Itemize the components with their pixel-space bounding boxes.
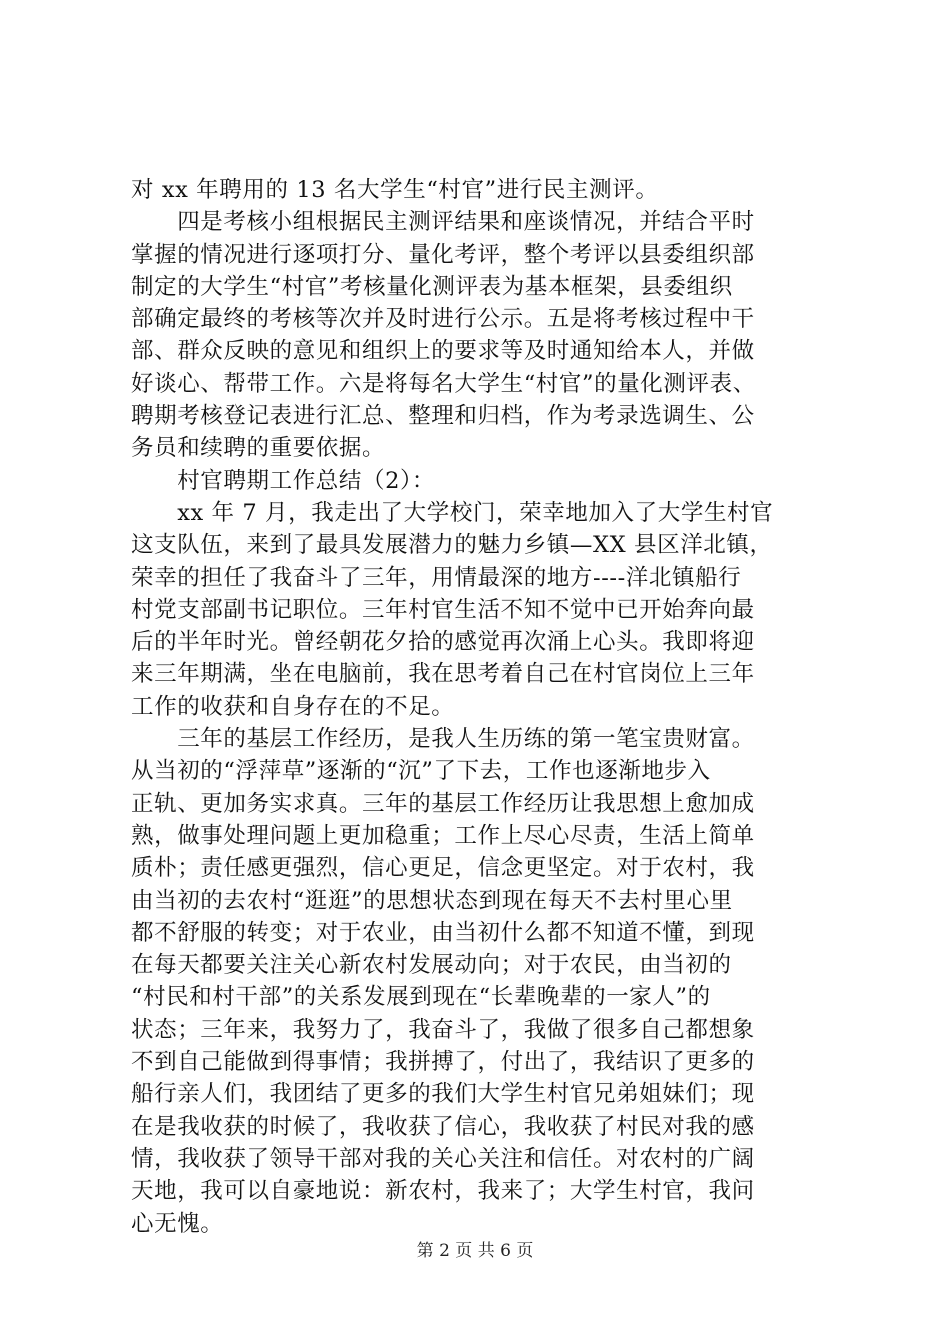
text-line: 来三年期满，坐在电脑前，我在思考着自己在村官岗位上三年 <box>131 661 755 688</box>
text-line: xx 年 7 月，我走出了大学校门，荣幸地加入了大学生村官 <box>131 499 774 526</box>
text-line: 这支队伍，来到了最具发展潜力的魅力乡镇—XX 县区洋北镇， <box>131 532 773 559</box>
text-line: 四是考核小组根据民主测评结果和座谈情况，并结合平时 <box>131 209 755 236</box>
text-line: 天地，我可以自豪地说：新农村，我来了；大学生村官，我问 <box>131 1178 755 1205</box>
text-line: 制定的大学生“村官”考核量化测评表为基本框架，县委组织 <box>131 273 733 300</box>
text-line: 船行亲人们，我团结了更多的我们大学生村官兄弟姐妹们；现 <box>131 1081 755 1108</box>
text-line: 熟，做事处理问题上更加稳重；工作上尽心尽责，生活上简单 <box>131 822 755 849</box>
text-line: 在每天都要关注关心新农村发展动向；对于农民，由当初的 <box>131 952 732 979</box>
text-line: 心无愧。 <box>131 1210 224 1237</box>
text-line: 掌握的情况进行逐项打分、量化考评，整个考评以县委组织部 <box>131 241 755 268</box>
body-text <box>131 174 831 1240</box>
text-line: 不到自己能做到得事情；我拼搏了，付出了，我结识了更多的 <box>131 1049 755 1076</box>
text-line: 对 xx 年聘用的 13 名大学生“村官”进行民主测评。 <box>131 177 659 203</box>
text-line: 状态；三年来，我努力了，我奋斗了，我做了很多自己都想象 <box>131 1016 755 1043</box>
text-line: 村党支部副书记职位。三年村官生活不知不觉中已开始奔向最 <box>131 596 755 623</box>
text-line: 聘期考核登记表进行汇总、整理和归档，作为考录选调生、公 <box>131 403 755 430</box>
text-line: 正轨、更加务实求真。三年的基层工作经历让我思想上愈加成 <box>131 790 755 817</box>
text-line: 工作的收获和自身存在的不足。 <box>131 693 455 720</box>
text-line: 部、群众反映的意见和组织上的要求等及时通知给本人，并做 <box>131 338 755 365</box>
page-footer <box>0 1240 950 1262</box>
page-number: 第 2 页 共 6 页 <box>416 1241 534 1261</box>
text-line: 后的半年时光。曾经朝花夕拾的感觉再次涌上心头。我即将迎 <box>131 629 755 656</box>
text-line: 部确定最终的考核等次并及时进行公示。五是将考核过程中干 <box>131 306 755 333</box>
text-line: 都不舒服的转变；对于农业，由当初什么都不知道不懂，到现 <box>131 919 755 946</box>
text-line: 情，我收获了领导干部对我的关心关注和信任。对农村的广阔 <box>131 1145 755 1172</box>
text-line: 荣幸的担任了我奋斗了三年，用情最深的地方----洋北镇船行 <box>131 564 742 591</box>
text-line: 质朴；责任感更强烈，信心更足，信念更坚定。对于农村，我 <box>131 855 755 882</box>
text-line: 三年的基层工作经历，是我人生历练的第一笔宝贵财富。 <box>131 726 755 753</box>
text-line: 好谈心、帮带工作。六是将每名大学生“村官”的量化测评表、 <box>131 370 756 397</box>
text-line: 务员和续聘的重要依据。 <box>131 435 386 462</box>
text-line: 在是我收获的时候了，我收获了信心，我收获了村民对我的感 <box>131 1113 755 1140</box>
text-line: 由当初的去农村“逛逛”的思想状态到现在每天不去村里心里 <box>131 887 733 914</box>
section-heading: 村官聘期工作总结（2）： <box>131 467 435 494</box>
text-line: “村民和村干部”的关系发展到现在“长辈晚辈的一家人”的 <box>131 984 711 1011</box>
text-line: 从当初的“浮萍草”逐渐的“沉”了下去，工作也逐渐地步入 <box>131 758 711 785</box>
